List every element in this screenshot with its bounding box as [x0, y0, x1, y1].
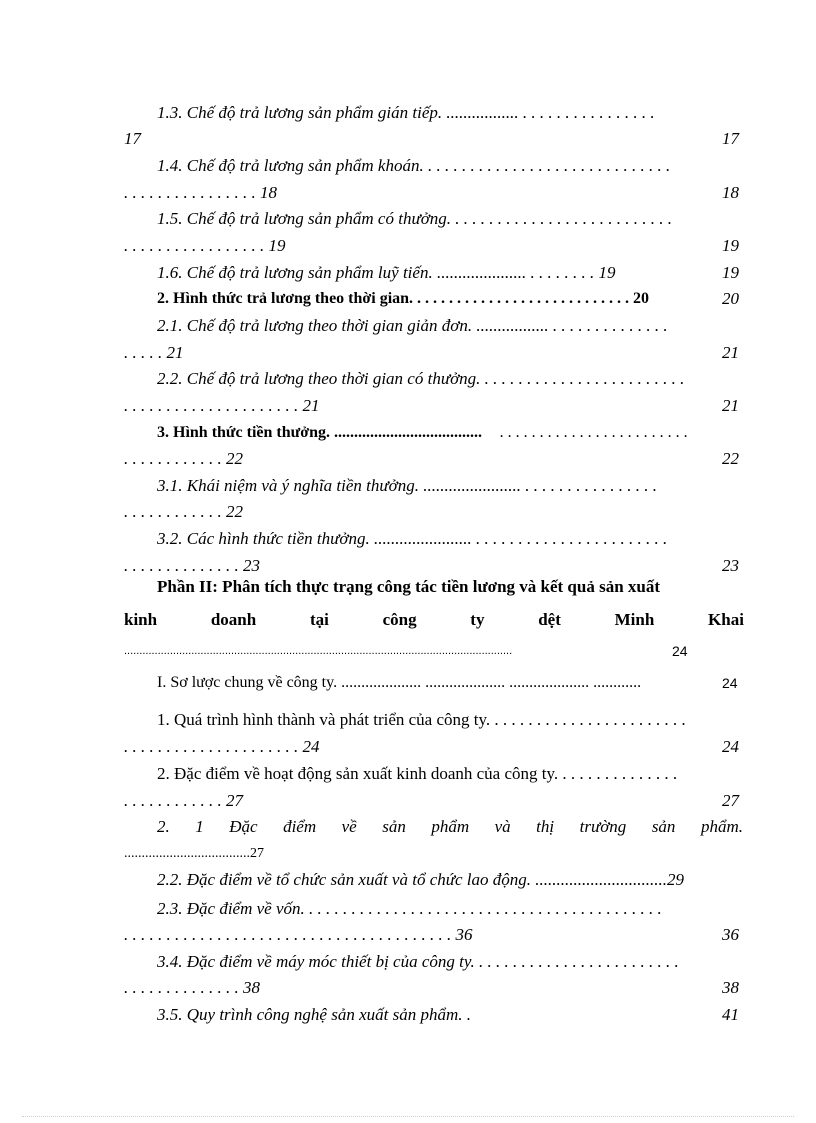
toc-page-1-history: 24 [722, 737, 739, 756]
toc-entry-1-3-cont: 17 [124, 129, 141, 148]
page-bottom-border [22, 1116, 794, 1117]
heading-word: kinh [124, 610, 158, 629]
heading-word: Minh [614, 610, 655, 629]
toc-page-1-6: 19 [722, 263, 739, 282]
toc-entry-1-4-cont: . . . . . . . . . . . . . . . . 18 [124, 183, 277, 202]
toc-entry-3-cont: . . . . . . . . . . . . 22 [124, 449, 243, 468]
heading-word: dệt [538, 610, 561, 629]
toc-entry-1-5[interactable]: 1.5. Chế độ trả lương sản phẩm có thưởng. . . . . . . . . . . . . . . . . . . . . . . . . . . [157, 209, 673, 228]
toc-page-1-5: 19 [722, 236, 739, 255]
toc-entry-3-2-cont: . . . . . . . . . . . . . . 23 [124, 556, 260, 575]
toc-page-3-5-process: 41 [722, 1005, 739, 1024]
toc-page-2-business: 27 [722, 791, 739, 810]
toc-entry-2-2-cont: . . . . . . . . . . . . . . . . . . . . . 21 [124, 396, 320, 415]
entry-word: phẩm [431, 817, 470, 836]
toc-part-2-heading[interactable]: Phần II: Phân tích thực trạng công tác tiền lương và kết quả sản xuất [157, 577, 661, 596]
entry-word: 2. [157, 817, 170, 836]
entry-word: thị [536, 817, 555, 836]
toc-page-2: 20 [722, 289, 739, 308]
toc-entry-2-1-products-cont: ....................................27 [124, 846, 264, 861]
toc-page-2-3-capital: 36 [722, 925, 739, 944]
toc-page-3-2: 23 [722, 556, 739, 575]
toc-entry-2-1-cont: . . . . . 21 [124, 343, 184, 362]
toc-entry-2-2-organization[interactable]: 2.2. Đặc điểm về tổ chức sản xuất và tổ chức lao động. ...............................29 [157, 870, 685, 889]
toc-entry-3-1[interactable]: 3.1. Khái niệm và ý nghĩa tiền thưởng. ....................... . . . . . . . . . . . . . . . . [157, 476, 657, 495]
toc-page-3-4-equipment: 38 [722, 978, 739, 997]
toc-entry-3-4-equipment-cont: . . . . . . . . . . . . . . 38 [124, 978, 260, 997]
toc-entry-2-1-products[interactable] [157, 816, 743, 838]
entry-word: về [341, 817, 357, 836]
toc-entry-3[interactable]: 3. Hình thức tiền thưởng. ..................................... . . . . . . . . . . . . . . . . . . . . . . . . [157, 424, 688, 441]
toc-page-1-3: 17 [722, 129, 739, 148]
toc-page-part-2: 24 [672, 643, 688, 659]
entry-word: Đặc [229, 817, 258, 836]
toc-entry-1-3[interactable]: 1.3. Chế độ trả lương sản phẩm gián tiếp. ................. . . . . . . . . . . . . . . . . [157, 103, 655, 122]
heading-word: ty [470, 610, 485, 629]
toc-entry-1-6[interactable]: 1.6. Chế độ trả lương sản phẩm luỹ tiến. ..................... . . . . . . . . 19 [157, 263, 616, 282]
toc-entry-2-3-capital-cont: . . . . . . . . . . . . . . . . . . . . . . . . . . . . . . . . . . . . . . . 36 [124, 925, 473, 944]
toc-entry-2-3-capital[interactable]: 2.3. Đặc điểm về vốn. . . . . . . . . . . . . . . . . . . . . . . . . . . . . . . . . . . . . . . . . . . [157, 899, 662, 918]
toc-entry-3-1-cont: . . . . . . . . . . . . 22 [124, 502, 243, 521]
toc-page-1-4: 18 [722, 183, 739, 202]
toc-entry-2-business[interactable]: 2. Đặc điểm về hoạt động sản xuất kinh doanh của công ty. . . . . . . . . . . . . . . [157, 764, 678, 783]
toc-entry-1-5-cont: . . . . . . . . . . . . . . . . . 19 [124, 236, 286, 255]
toc-entry-3-4-equipment[interactable]: 3.4. Đặc điểm về máy móc thiết bị của công ty. . . . . . . . . . . . . . . . . . . . . . . . . [157, 952, 679, 971]
toc-entry-I[interactable]: I. Sơ lược chung về công ty. .................... .................... .................... ............ [157, 674, 642, 691]
toc-entry-1-history-cont: . . . . . . . . . . . . . . . . . . . . . 24 [124, 737, 320, 756]
heading-word: công [382, 610, 417, 629]
entry-word: và [494, 817, 511, 836]
toc-entry-1-4[interactable]: 1.4. Chế độ trả lương sản phẩm khoán. . . . . . . . . . . . . . . . . . . . . . . . . . . . . . [157, 156, 671, 175]
entry-word: điểm [283, 817, 317, 836]
entry-word: phẩm. [700, 817, 743, 836]
entry-word: 1 [195, 817, 204, 836]
toc-page-2-2: 21 [722, 396, 739, 415]
toc-part-2-leader: ............................................................................................................................... [124, 645, 513, 657]
entry-word: sản [651, 817, 676, 836]
toc-entry-3-5-process[interactable]: 3.5. Quy trình công nghệ sản xuất sản phẩm. . [157, 1005, 472, 1024]
entry-word: sản [382, 817, 406, 836]
toc-entry-1-history[interactable]: 1. Quá trình hình thành và phát triển của công ty. . . . . . . . . . . . . . . . . . . . . . . . [157, 710, 686, 729]
toc-page-3: 22 [722, 449, 739, 468]
entry-word: trường [579, 817, 627, 836]
toc-entry-2-business-cont: . . . . . . . . . . . . 27 [124, 791, 243, 810]
toc-entry-2-2[interactable]: 2.2. Chế độ trả lương theo thời gian có thưởng. . . . . . . . . . . . . . . . . . . . . . . . . [157, 369, 685, 388]
toc-page-I: 24 [722, 675, 738, 691]
heading-word: doanh [210, 610, 257, 629]
toc-entry-2[interactable]: 2. Hình thức trả lương theo thời gian. . . . . . . . . . . . . . . . . . . . . . . . . . . . 20 [157, 290, 650, 307]
toc-page-2-1: 21 [722, 343, 739, 362]
heading-word: Khai [708, 610, 744, 629]
toc-entry-3-2[interactable]: 3.2. Các hình thức tiền thưởng. ....................... . . . . . . . . . . . . . . . . . . . . . . . [157, 529, 668, 548]
toc-entry-2-1[interactable]: 2.1. Chế độ trả lương theo thời gian giản đơn. ................. . . . . . . . . . . . . . . [157, 316, 668, 335]
heading-word: tại [309, 610, 329, 629]
toc-part-2-heading-line2 [124, 607, 744, 633]
